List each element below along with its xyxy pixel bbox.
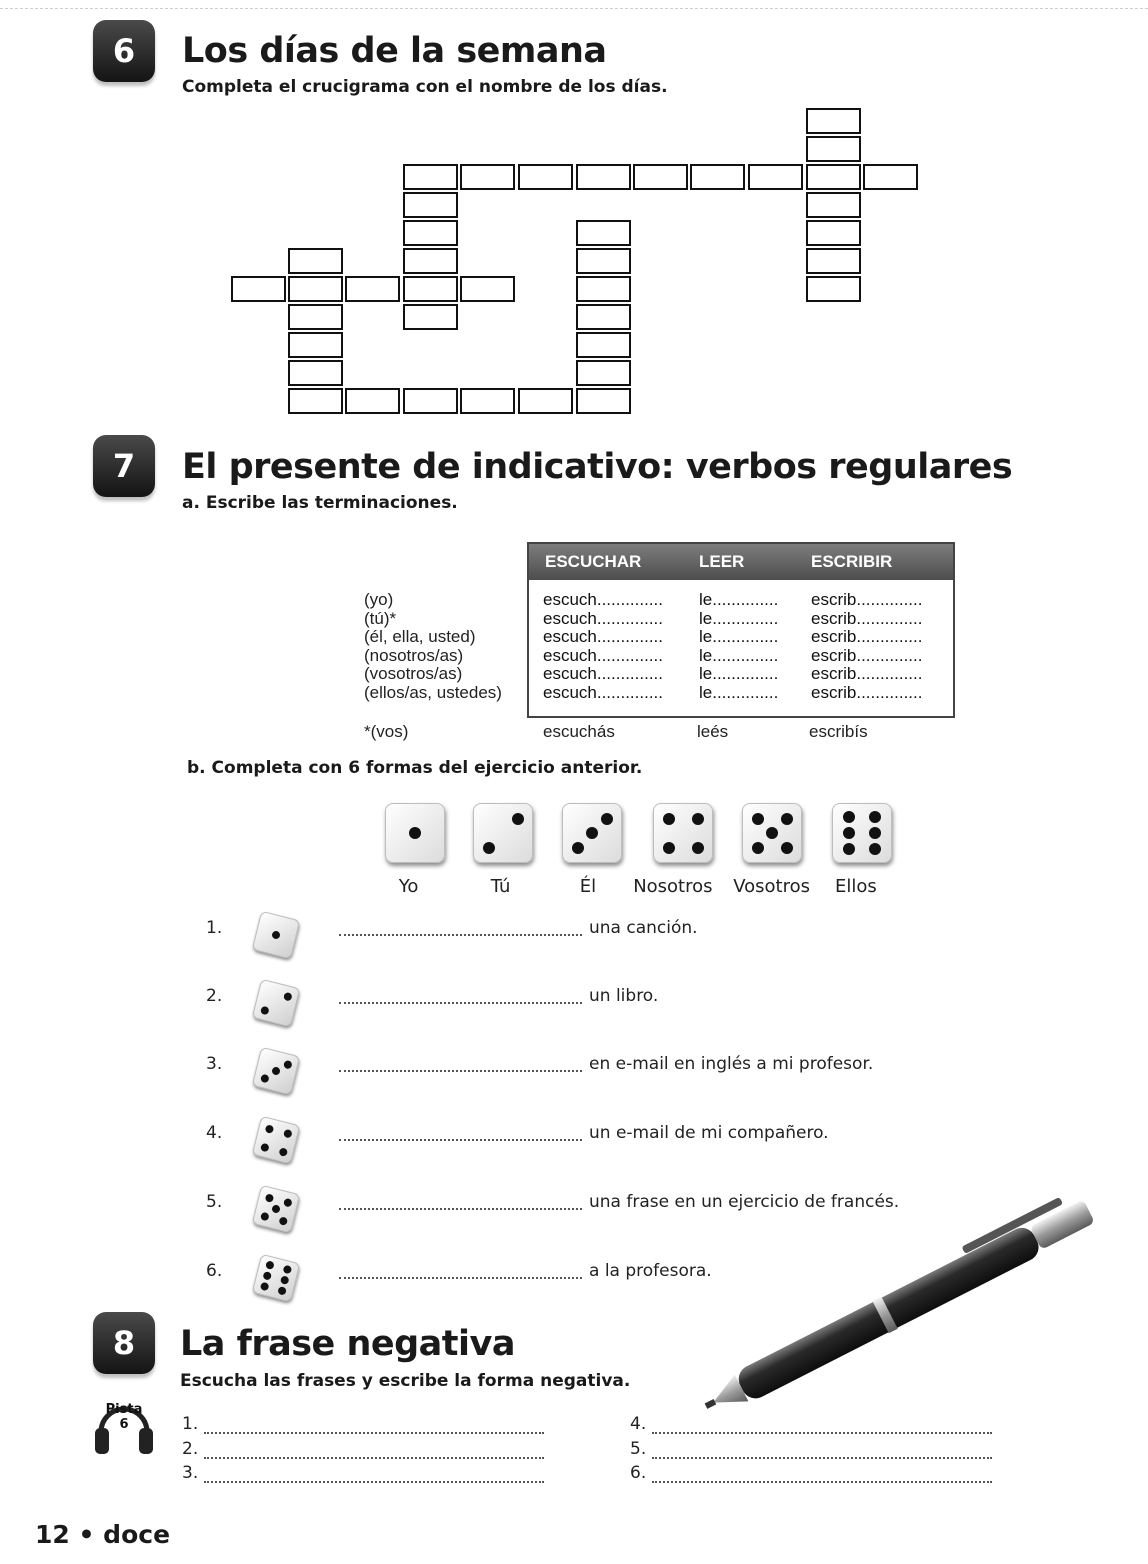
verb-cell[interactable]: le.............. xyxy=(699,608,779,628)
die-label: Vosotros xyxy=(733,876,810,897)
section-8-subtitle: Escucha las frases y escribe la forma negativa. xyxy=(180,1371,631,1391)
crossword-cell[interactable] xyxy=(288,388,343,414)
section-6-title: Los días de la semana xyxy=(182,31,607,71)
die-pip xyxy=(692,813,704,825)
crossword-cell[interactable] xyxy=(806,108,861,134)
header-escribir: ESCRIBIR xyxy=(811,552,893,571)
die-2-icon xyxy=(473,803,533,863)
sentence-number: 1. xyxy=(206,918,223,938)
crossword-cell[interactable] xyxy=(403,164,458,190)
crossword-cell[interactable] xyxy=(806,164,861,190)
die-pip xyxy=(692,842,704,854)
crossword-cell[interactable] xyxy=(576,304,631,330)
sentence-text: una canción. xyxy=(589,918,698,938)
crossword-cell[interactable] xyxy=(403,220,458,246)
verb-cell[interactable]: escuch.............. xyxy=(543,608,663,628)
die-pip xyxy=(781,813,793,825)
answer-blank[interactable] xyxy=(339,1139,582,1141)
die-pip xyxy=(752,813,764,825)
die-pip xyxy=(282,1265,292,1275)
die-pip xyxy=(271,1204,281,1214)
die-pip xyxy=(283,991,293,1001)
small-die-2-icon xyxy=(252,979,300,1027)
die-pip xyxy=(572,842,584,854)
die-pip xyxy=(409,827,421,839)
die-3-icon xyxy=(562,803,622,863)
small-die-4-icon xyxy=(252,1116,300,1164)
negative-answer-number: 2. xyxy=(182,1439,199,1459)
sentence-number: 3. xyxy=(206,1054,223,1074)
die-pip xyxy=(283,1128,293,1138)
crossword-cell[interactable] xyxy=(806,220,861,246)
verb-cell[interactable]: escrib.............. xyxy=(811,664,923,684)
vos-escuchar: escuchás xyxy=(543,722,615,741)
die-pip xyxy=(283,1197,293,1207)
track-number: 6 xyxy=(119,1417,129,1432)
vos-escribir: escribís xyxy=(809,722,868,741)
vos-label: *(vos) xyxy=(364,722,409,741)
die-pip xyxy=(264,1124,274,1134)
sentence-number: 4. xyxy=(206,1123,223,1143)
section-6-number: 6 xyxy=(112,32,136,70)
negative-answer-number: 1. xyxy=(182,1414,199,1434)
sentence-number: 5. xyxy=(206,1192,223,1212)
audio-track-badge[interactable] xyxy=(93,1388,155,1460)
die-pip xyxy=(277,1286,287,1296)
die-label: Nosotros xyxy=(633,876,713,897)
verb-cell[interactable]: escuch.............. xyxy=(543,590,663,609)
vos-leer: leés xyxy=(697,722,729,741)
die-pip xyxy=(843,827,855,839)
die-4-icon xyxy=(653,803,713,863)
pronoun-nosotros: (nosotros/as) xyxy=(364,646,464,665)
section-7-subtitle-b: b. Completa con 6 formas del ejercicio anterior. xyxy=(187,758,643,778)
die-pip xyxy=(869,827,881,839)
crossword-cell[interactable] xyxy=(403,276,458,302)
track-label: Pista xyxy=(105,1402,143,1417)
section-6-badge xyxy=(93,20,155,82)
die-label: Yo xyxy=(398,876,419,897)
crossword-cell[interactable] xyxy=(863,164,918,190)
answer-blank[interactable] xyxy=(339,1070,582,1072)
crossword-cell[interactable] xyxy=(806,192,861,218)
crossword-cell[interactable] xyxy=(748,164,803,190)
die-pip xyxy=(264,1193,274,1203)
section-6-subtitle: Completa el crucigrama con el nombre de los días. xyxy=(182,77,668,97)
pronoun-tu: (tú)* xyxy=(364,609,397,628)
section-7-number: 7 xyxy=(112,447,136,485)
sentence-text: un libro. xyxy=(589,986,659,1006)
page-number: 12 • doce xyxy=(35,1520,171,1549)
crossword-cell[interactable] xyxy=(403,388,458,414)
verb-cell[interactable]: escuch.............. xyxy=(543,664,663,684)
negative-answer-blank[interactable] xyxy=(652,1481,992,1483)
die-pip xyxy=(752,842,764,854)
verb-cell[interactable]: escuch.............. xyxy=(543,645,663,665)
negative-answer-number: 6. xyxy=(630,1463,647,1483)
crossword-cell[interactable] xyxy=(518,388,573,414)
crossword-cell[interactable] xyxy=(288,360,343,386)
die-5-icon xyxy=(742,803,802,863)
die-1-icon xyxy=(385,803,445,863)
die-pip xyxy=(512,813,524,825)
die-pip xyxy=(766,827,778,839)
answer-blank[interactable] xyxy=(339,1277,582,1279)
pen-illustration xyxy=(680,1190,1140,1410)
die-pip xyxy=(843,811,855,823)
negative-answer-number: 4. xyxy=(630,1414,647,1434)
pronoun-yo: (yo) xyxy=(364,590,394,609)
verb-cell[interactable]: le.............. xyxy=(699,590,779,609)
crossword-cell[interactable] xyxy=(403,192,458,218)
die-pip xyxy=(663,842,675,854)
answer-blank[interactable] xyxy=(339,934,582,936)
header-leer: LEER xyxy=(699,552,745,571)
die-pip xyxy=(869,811,881,823)
answer-blank[interactable] xyxy=(339,1208,582,1210)
page-top-rule xyxy=(0,8,1148,9)
crossword-cell[interactable] xyxy=(231,276,286,302)
crossword-cell[interactable] xyxy=(460,164,515,190)
verb-cell[interactable]: escrib.............. xyxy=(811,627,923,647)
verb-cell[interactable]: escrib.............. xyxy=(811,683,923,702)
answer-blank[interactable] xyxy=(339,1002,582,1004)
die-pip xyxy=(263,1271,273,1281)
verb-table xyxy=(527,542,955,718)
die-pip xyxy=(278,1216,288,1226)
crossword-cell[interactable] xyxy=(460,388,515,414)
crossword-cell[interactable] xyxy=(576,276,631,302)
crossword-cell[interactable] xyxy=(690,164,745,190)
small-die-6-icon xyxy=(252,1254,300,1302)
crossword-cell[interactable] xyxy=(288,248,343,274)
crossword-cell[interactable] xyxy=(288,332,343,358)
die-pip xyxy=(278,1147,288,1157)
crossword-cell[interactable] xyxy=(403,304,458,330)
section-8-title: La frase negativa xyxy=(180,1324,515,1364)
negative-answer-blank[interactable] xyxy=(204,1457,544,1459)
die-pip xyxy=(869,843,881,855)
die-pip xyxy=(781,842,793,854)
header-escuchar: ESCUCHAR xyxy=(545,552,642,571)
sentence-number: 6. xyxy=(206,1261,223,1281)
die-label: Ellos xyxy=(835,876,877,897)
crossword-cell[interactable] xyxy=(576,164,631,190)
pronoun-el: (él, ella, usted) xyxy=(364,627,476,646)
verb-cell[interactable]: le.............. xyxy=(699,683,779,702)
section-7-badge xyxy=(93,435,155,497)
die-pip xyxy=(663,813,675,825)
die-label: Tú xyxy=(490,876,511,897)
verb-cell[interactable]: escuch.............. xyxy=(543,683,663,702)
small-die-5-icon xyxy=(252,1185,300,1233)
crossword-cell[interactable] xyxy=(576,332,631,358)
die-6-icon xyxy=(832,803,892,863)
small-die-1-icon xyxy=(252,911,300,959)
crossword-cell[interactable] xyxy=(518,164,573,190)
section-8-number: 8 xyxy=(112,1324,136,1362)
crossword-cell[interactable] xyxy=(576,220,631,246)
die-pip xyxy=(265,1261,275,1271)
verb-cell[interactable]: escrib.............. xyxy=(811,645,923,665)
crossword-cell[interactable] xyxy=(345,276,400,302)
sentence-number: 2. xyxy=(206,986,223,1006)
crossword-cell[interactable] xyxy=(345,388,400,414)
die-pip xyxy=(260,1142,270,1152)
die-pip xyxy=(601,813,613,825)
pronoun-vosotros: (vosotros/as) xyxy=(364,664,463,683)
crossword-cell[interactable] xyxy=(288,276,343,302)
negative-answer-number: 3. xyxy=(182,1463,199,1483)
crossword-cell[interactable] xyxy=(576,388,631,414)
die-pip xyxy=(280,1275,290,1285)
die-pip xyxy=(260,1281,270,1291)
verb-cell[interactable]: le.............. xyxy=(699,645,779,665)
sentence-text: a la profesora. xyxy=(589,1261,712,1281)
sentence-text: una frase en un ejercicio de francés. xyxy=(589,1192,900,1212)
negative-answer-blank[interactable] xyxy=(204,1481,544,1483)
section-7-subtitle-a: a. Escribe las terminaciones. xyxy=(182,493,458,513)
negative-answer-number: 5. xyxy=(630,1439,647,1459)
crossword-cell[interactable] xyxy=(806,276,861,302)
die-pip xyxy=(271,1066,281,1076)
sentence-text: en e-mail en inglés a mi profesor. xyxy=(589,1054,874,1074)
crossword-cell[interactable] xyxy=(806,136,861,162)
section-7-title: El presente de indicativo: verbos regulares xyxy=(182,447,1013,487)
die-pip xyxy=(843,843,855,855)
crossword-cell[interactable] xyxy=(806,248,861,274)
crossword-cell[interactable] xyxy=(576,248,631,274)
sentence-text: un e-mail de mi compañero. xyxy=(589,1123,829,1143)
die-pip xyxy=(283,1059,293,1069)
die-pip xyxy=(260,1073,270,1083)
crossword-cell[interactable] xyxy=(576,360,631,386)
negative-answer-blank[interactable] xyxy=(652,1457,992,1459)
verb-cell[interactable]: escrib.............. xyxy=(811,590,923,609)
verb-cell[interactable]: escrib.............. xyxy=(811,608,923,628)
die-label: Él xyxy=(579,876,597,897)
die-pip xyxy=(271,930,281,940)
die-pip xyxy=(483,842,495,854)
crossword-cell[interactable] xyxy=(288,304,343,330)
crossword-cell[interactable] xyxy=(633,164,688,190)
die-pip xyxy=(260,1211,270,1221)
negative-answer-blank[interactable] xyxy=(204,1432,544,1434)
verb-cell[interactable]: escuch.............. xyxy=(543,627,663,647)
die-pip xyxy=(260,1005,270,1015)
pronoun-ellos: (ellos/as, ustedes) xyxy=(364,683,502,702)
negative-answer-blank[interactable] xyxy=(652,1432,992,1434)
verb-cell[interactable]: le.............. xyxy=(699,664,779,684)
crossword-cell[interactable] xyxy=(403,248,458,274)
section-8-badge xyxy=(93,1312,155,1374)
die-pip xyxy=(586,827,598,839)
verb-table-header xyxy=(529,544,953,580)
small-die-3-icon xyxy=(252,1047,300,1095)
verb-cell[interactable]: le.............. xyxy=(699,627,779,647)
crossword-cell[interactable] xyxy=(460,276,515,302)
